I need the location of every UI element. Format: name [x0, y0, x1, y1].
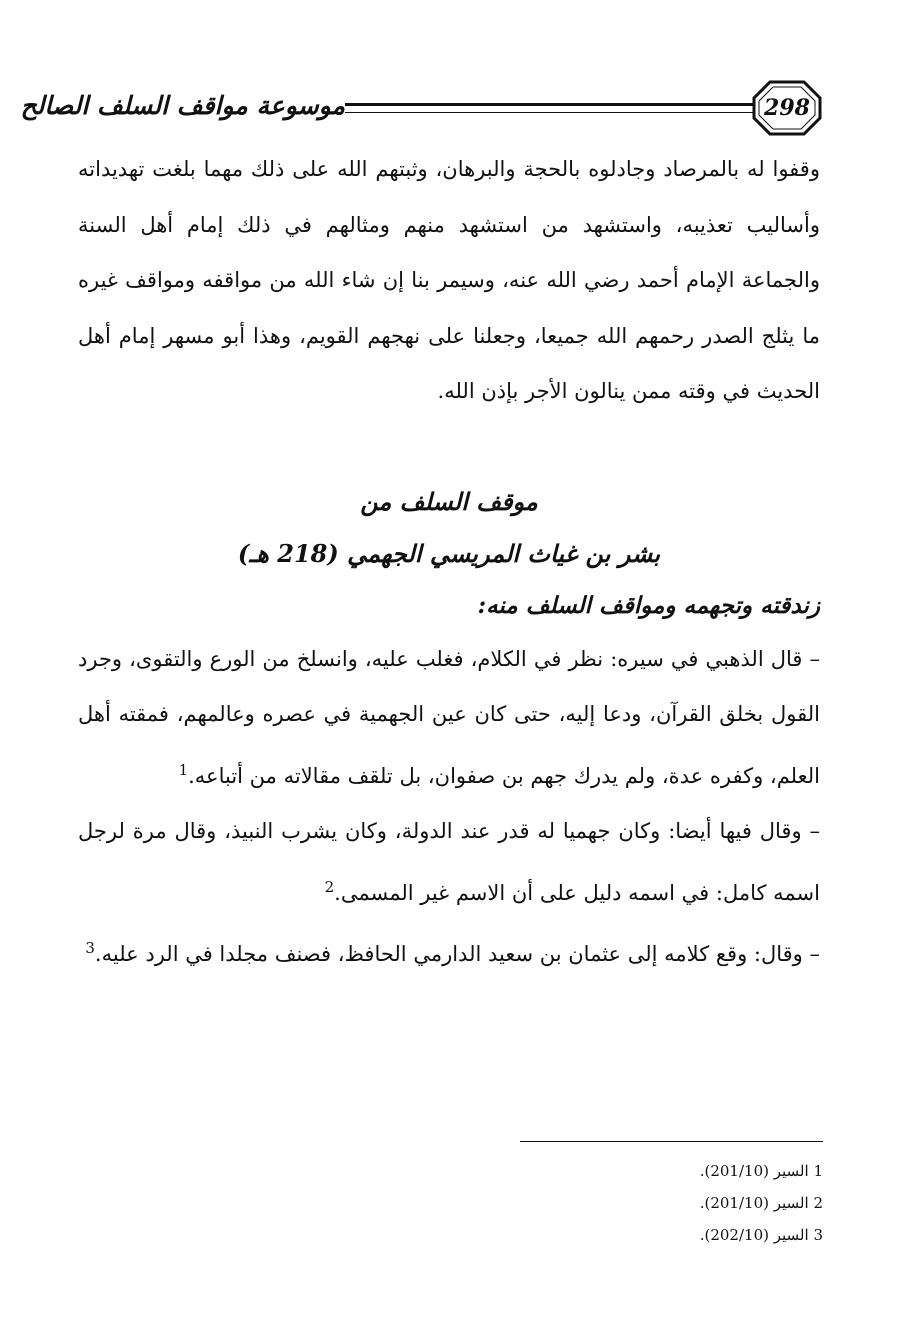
subheading: زندقته وتجهمه ومواقف السلف منه:: [477, 591, 820, 619]
page-header: [0, 0, 923, 150]
footnote-item: [400, 1187, 823, 1219]
intro-paragraph: وقفوا له بالمرصاد وجادلوه بالحجة والبرهان، وثبتهم الله على ذلك مهما بلغت تهديداته وأساليب تعذيبه، واستشهد من استشهد منهم ومثالهم في ذلك إمام أهل السنة والجماعة الإمام أحمد رضي الله عنه، وسيمر بنا إن شاء الله من مواقفه ومواقف غيره ما يثلج الصدر رحمهم الله جميعا، وجعلنا على نهجهم القويم، وهذا أبو مسهر إمام أهل الحديث في وقته ممن ينالون الأجر بإذن الله.: [78, 157, 820, 403]
page-number: 298: [764, 95, 810, 121]
paragraph-2: [78, 804, 820, 921]
footnote-ref-3: 3: [85, 939, 95, 957]
header-rule: [345, 103, 755, 113]
section-title-line1: موقف السلف من: [360, 486, 538, 516]
footnote-text: السير (202/10).: [699, 1226, 809, 1244]
footnotes: [400, 1155, 823, 1251]
footnote-item: [400, 1219, 823, 1251]
footnote-text: السير (201/10).: [699, 1162, 809, 1180]
paragraph-3-text: – وقال: وقع كلامه إلى عثمان بن سعيد الدارمي الحافظ، فصنف مجلدا في الرد عليه.: [94, 942, 820, 966]
footnote-number: 1: [813, 1162, 823, 1180]
footnote-item: [400, 1155, 823, 1187]
footnote-number: 2: [813, 1194, 823, 1212]
footnote-text: السير (201/10).: [699, 1194, 809, 1212]
paragraph-1: [78, 632, 820, 805]
page-content: [78, 142, 820, 983]
paragraph-1-text: – قال الذهبي في سيره: نظر في الكلام، فغلب عليه، وانسلخ من الورع والتقوى، وجرد القول بخلق القرآن، ودعا إليه، حتى كان عين الجهمية في عصره وعالمهم، فمقته أهل العلم، وكفره عدة، ولم يدرك جهم بن صفوان، بل تلقف مقالاته من أتباعه.: [78, 646, 820, 788]
footnote-number: 3: [813, 1226, 823, 1244]
section-title-line2: بشر بن غياث المريسي الجهمي (218 هـ): [237, 538, 661, 568]
book-title: موسوعة مواقف السلف الصالح: [20, 91, 345, 120]
paragraph-2-text: – وقال فيها أيضا: وكان جهميا له قدر عند الدولة، وكان يشرب النبيذ، وقال مرة لرجل اسمه كامل: في اسمه دليل على أن الاسم غير المسمى.: [78, 819, 820, 905]
paragraph-3: [78, 921, 820, 983]
footnote-ref-2: 2: [324, 877, 335, 896]
footnote-ref-1: 1: [178, 760, 189, 779]
footnote-separator: [520, 1141, 823, 1142]
page-number-badge: [752, 80, 822, 136]
